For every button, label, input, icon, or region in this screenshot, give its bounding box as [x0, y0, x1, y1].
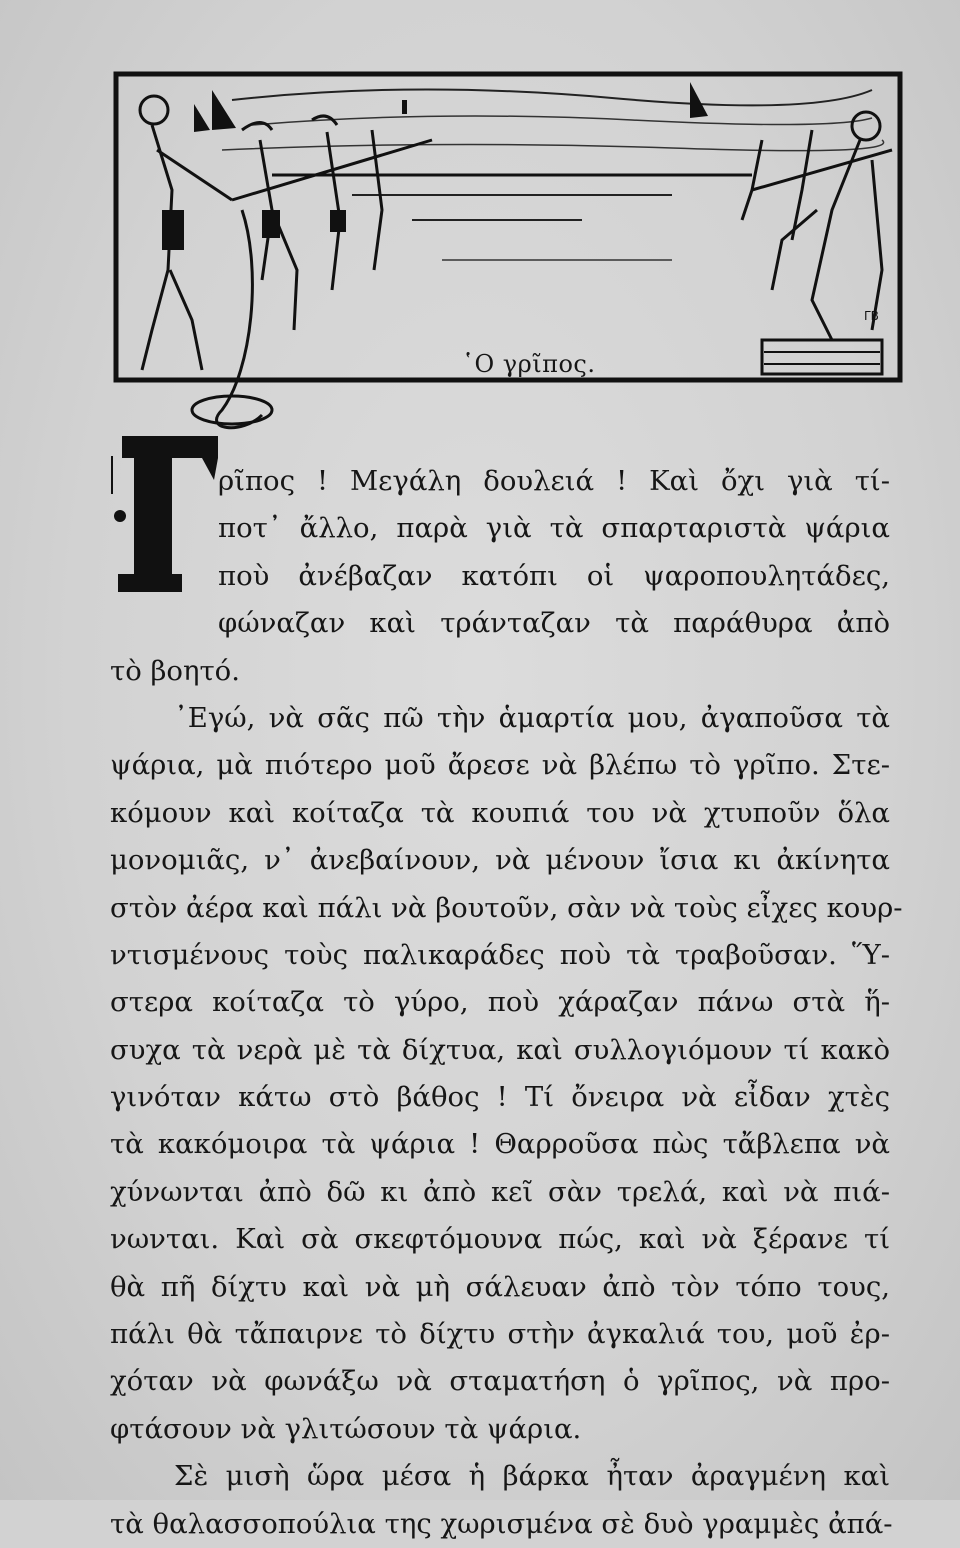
text-line: Σὲ μισὴ ὥρα μέσα ἡ βάρκα ἦταν ἀραγμένη καὶ [174, 1460, 890, 1493]
text-line: τὰ θαλασσοπούλια της χωρισμένα σὲ δυὸ γραμμὲς ἀπά- [110, 1507, 893, 1540]
text-line: φτάσουν νὰ γλιτώσουν τὰ ψάρια. [110, 1412, 582, 1445]
text-line: πάλι θὰ τἄπαιρνε τὸ δίχτυ στὴν ἀγκαλιά του, μοῦ ἐρ- [110, 1318, 890, 1351]
text-line: χόταν νὰ φωνάξω νὰ σταματήση ὁ γρῖπος, νὰ προ- [110, 1365, 890, 1398]
text-line: ᾽Εγώ, νὰ σᾶς πῶ τὴν ἁμαρτία μου, ἀγαποῦσα τὰ [174, 701, 890, 734]
body-text [110, 458, 903, 1548]
text-line: μονομιᾶς, ν᾽ ἀνεβαίνουν, νὰ μένουν ἴσια κι ἀκίνητα [110, 844, 890, 877]
chapter-title: ῾Ο γρῖπος. [462, 350, 596, 378]
text-line: ποὺ ἀνέβαζαν κατόπι οἱ ψαροπουλητάδες, [218, 559, 890, 592]
text-line: χύνωνται ἀπὸ δῶ κι ἀπὸ κεῖ σὰν τρελά, καὶ νὰ πιά- [110, 1175, 890, 1208]
text-line: συχα τὰ νερὰ μὲ τὰ δίχτυα, καὶ συλλογιόμουν τί κακὸ [110, 1033, 890, 1066]
text-line: ρῖπος ! Μεγάλη δουλειά ! Καὶ ὄχι γιὰ τί- [218, 465, 890, 497]
text-line: ποτ᾽ ἄλλο, παρὰ γιὰ τὰ σπαρταριστὰ ψάρια [218, 512, 890, 545]
header-illustration [112, 70, 904, 440]
text-line: κόμουν καὶ κοίταζα τὰ κουπιά του νὰ χτυποῦν ὅλα [110, 796, 890, 829]
text-line: νωνται. Καὶ σὰ σκεφτόμουνα πώς, καὶ νὰ ξέρανε τί [110, 1223, 890, 1256]
artist-monogram: ΓΒ [864, 309, 879, 323]
text-line: τὰ κακόμοιρα τὰ ψάρια ! Θαρροῦσα πὼς τἄβλεπα νὰ [110, 1128, 890, 1161]
text-line: θὰ πῆ δίχτυ καὶ νὰ μὴ σάλευαν ἀπὸ τὸν τόπο τους, [110, 1270, 890, 1303]
text-line: ντισμένους τοὺς παλικαράδες ποὺ τὰ τραβοῦσαν. Ὕ- [110, 938, 890, 971]
text-line: γινόταν κάτω στὸ βάθος ! Τί ὄνειρα νὰ εἶδαν χτὲς [110, 1081, 890, 1114]
text-line: στὸν ἀέρα καὶ πάλι νὰ βουτοῦν, σὰν νὰ τοὺς εἶχες κουρ- [110, 891, 903, 924]
text-line: ψάρια, μὰ πιότερο μοῦ ἄρεσε νὰ βλέπω τὸ γρῖπο. Στε- [110, 749, 890, 782]
fishermen-pulling-net-drawing [112, 70, 904, 440]
text-line: φώναζαν καὶ τράνταζαν τὰ παράθυρα ἀπὸ [218, 607, 890, 640]
text-line: στερα κοίταζα τὸ γύρο, ποὺ χάραζαν πάνω στὰ ἥ- [110, 986, 890, 1019]
dropcap-letter: Γ [106, 436, 107, 437]
text-line: τὸ βοητό. [110, 654, 240, 687]
